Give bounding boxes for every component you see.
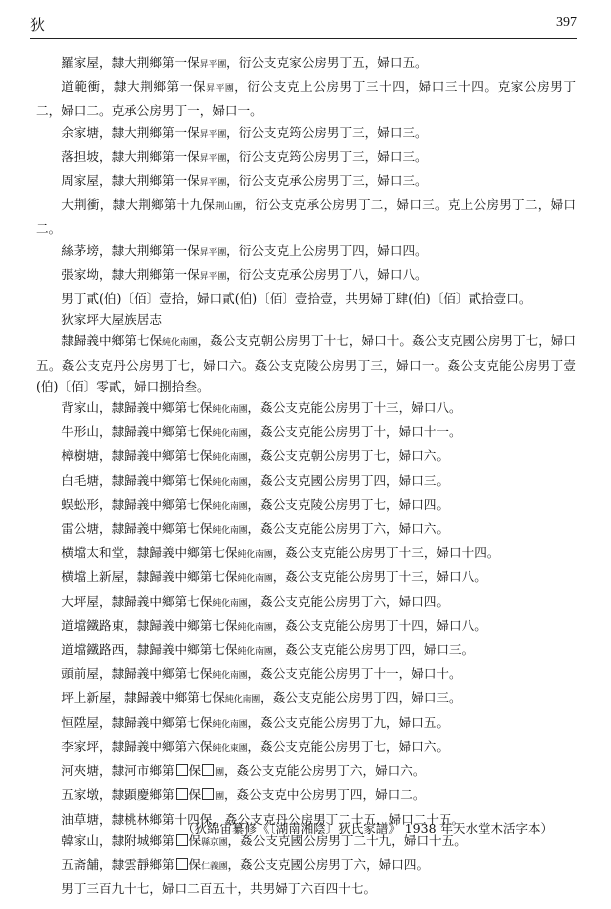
entry-text: 道範衝，隸大荆鄉第一保 <box>61 79 207 95</box>
missing-character-box <box>202 764 214 776</box>
entry-paragraph <box>36 736 576 760</box>
district-annotation: 昇平團 <box>199 178 227 189</box>
entry-text: 韓家山，隸附城鄉第 <box>61 832 175 848</box>
district-annotation: 純化南團 <box>212 671 248 682</box>
entry-text: 保 <box>188 832 202 848</box>
district-annotation: 團 <box>215 768 224 779</box>
entry-text: ，姦公支克能公房男丁十一，婦口十。 <box>247 666 462 682</box>
page-header <box>30 14 577 39</box>
entry-text: ，姦公支克能公房男丁九，婦口五。 <box>247 714 450 730</box>
district-annotation: 團 <box>215 792 224 803</box>
entry-text: 横壋上新屋，隸歸義中鄉第七保 <box>61 569 238 585</box>
entry-text: ，衍公支克承公房男丁三，婦口三。 <box>226 173 428 189</box>
entry-text: 余家塘，隸大荆鄉第一保 <box>61 124 200 140</box>
entry-text: 男丁貳(伯)〔佰〕壹拾，婦口貳(伯)〔佰〕壹拾壹，共男婦丁肆(伯)〔佰〕貳拾壹口。 <box>61 291 532 307</box>
entry-text: 絲茅塝，隸大荆鄉第一保 <box>61 242 200 258</box>
district-annotation: 純化南團 <box>237 622 273 633</box>
district-annotation: 純化南團 <box>212 477 248 488</box>
entry-text: ，姦公支克能公房男丁十三，婦口八。 <box>247 400 462 416</box>
entry-text: ，衍公支克上公房男丁三十四，婦口三十四。克家公房男丁二，婦口二。克承公房男丁一，婦口一。 <box>36 79 577 119</box>
entry-text: ，姦公支克朝公房男丁十七，婦口十。姦公支克國公房男丁七，婦口五。姦公支克丹公房男丁七，婦口六。姦公支克陵公房男丁三，婦口一。姦公支克能公房男丁壹(伯)〔佰〕零貳，婦口捌拾叁。 <box>36 333 577 394</box>
entry-text: 雷公塘，隸歸義中鄉第七保 <box>61 521 213 537</box>
entry-text: ，姦公支克能公房男丁十三，婦口十四。 <box>272 545 500 561</box>
entry-paragraph <box>36 760 576 784</box>
missing-character-box <box>176 788 188 800</box>
entry-text: ，衍公支克承公房男丁二，婦口三。克上公房男丁二，婦口二。 <box>36 197 576 237</box>
entry-paragraph <box>36 639 576 663</box>
entry-paragraph <box>36 146 576 170</box>
entry-paragraph <box>36 663 576 687</box>
entry-text: 隸歸義中鄉第七保 <box>61 333 163 349</box>
entry-text: 樟樹塘，隸歸義中鄉第七保 <box>61 448 213 464</box>
entry-text: 羅家屋，隸大荆鄉第一保 <box>61 55 200 70</box>
entry-paragraph <box>36 122 576 146</box>
entry-text: ，衍公支克上公房男丁四，婦口四。 <box>226 242 428 258</box>
district-annotation: 昇平團 <box>199 271 227 282</box>
entry-paragraph <box>36 518 576 542</box>
entry-paragraph <box>36 240 576 264</box>
entry-paragraph <box>36 170 576 194</box>
entry-text: 保 <box>188 763 202 779</box>
district-annotation: 昇平團 <box>199 153 227 164</box>
entry-text: 横壋太和堂，隸歸義中鄉第七保 <box>61 545 238 561</box>
entry-paragraph <box>36 566 576 590</box>
entry-text: ，衍公支克筠公房男丁三，婦口三。 <box>226 148 428 164</box>
entry-paragraph <box>36 878 576 899</box>
entry-paragraph <box>36 542 576 566</box>
entry-text: ，姦公支克中公房男丁四，婦口二。 <box>223 787 426 803</box>
entry-text: ，姦公支克朝公房男丁七，婦口六。 <box>247 448 450 464</box>
entry-text: 頭前屋，隸歸義中鄉第七保 <box>61 666 213 682</box>
entry-paragraph <box>36 854 576 878</box>
entry-text: 五斋舗，隸雲靜鄉第 <box>61 856 175 872</box>
entry-paragraph <box>36 494 576 518</box>
district-annotation: 昇平團 <box>206 84 235 95</box>
entry-text: ，姦公支克能公房男丁六，婦口六。 <box>247 521 450 537</box>
missing-character-box <box>176 764 188 776</box>
entry-text: 道壋鐵路西，隸歸義中鄉第七保 <box>61 642 238 658</box>
district-annotation: 純化南團 <box>237 647 273 658</box>
entry-text: 大坪屋，隸歸義中鄉第七保 <box>61 593 213 609</box>
entry-text: ，姦公支克國公房男丁四，婦口三。 <box>247 472 450 488</box>
entry-text: ，姦公支克能公房男丁十三，婦口八。 <box>272 569 487 585</box>
entry-text: 牛形山，隸歸義中鄉第七保 <box>61 424 213 440</box>
entry-text: ，姦公支克能公房男丁六，婦口四。 <box>247 593 450 609</box>
entry-text: 周家屋，隸大荆鄉第一保 <box>61 173 200 189</box>
entry-text: ，姦公支克能公房男丁十，婦口十一。 <box>247 424 462 440</box>
district-annotation: 純化南團 <box>212 719 248 730</box>
district-annotation: 昇平團 <box>199 247 227 258</box>
body-text <box>36 52 576 899</box>
entry-paragraph <box>36 264 576 288</box>
entry-text: 男丁三百九十七，婦口二百五十，共男婦丁六百四十七。 <box>61 881 377 897</box>
district-annotation: 純化南團 <box>212 453 248 464</box>
entry-text: ，衍公支克承公房男丁八，婦口八。 <box>226 266 428 282</box>
district-annotation: 純化南團 <box>212 501 248 512</box>
entry-text: 落担坡，隸大荆鄉第一保 <box>61 148 200 164</box>
entry-paragraph <box>36 421 576 445</box>
entry-paragraph <box>36 397 576 421</box>
entry-paragraph <box>36 784 576 808</box>
entry-text: 坪上新屋，隸歸義中鄉第七保 <box>61 690 225 706</box>
entry-paragraph <box>36 615 576 639</box>
entry-paragraph <box>36 712 576 736</box>
entry-text: 道壋鐵路東，隸歸義中鄉第七保 <box>61 617 238 633</box>
district-annotation: 純化南團 <box>162 338 198 349</box>
district-annotation: 純化南團 <box>237 574 273 585</box>
entry-paragraph <box>36 309 576 330</box>
source-caption: （狄綿宙纂修《〔湖南湘陰〕狄氏家譜》 1938 年天水堂木活字本） <box>181 821 553 836</box>
district-annotation: 純化南團 <box>212 598 248 609</box>
entry-text: 白毛塘，隸歸義中鄉第七保 <box>61 472 213 488</box>
entry-text: 五家墩，隸顕慶鄉第 <box>61 787 175 803</box>
district-annotation: 純化南團 <box>212 526 248 537</box>
entry-paragraph <box>36 52 576 76</box>
district-annotation: 純化東團 <box>212 743 248 754</box>
missing-character-box <box>202 788 214 800</box>
entry-text: ，姦公支克陵公房男丁七，婦口四。 <box>247 496 450 512</box>
entry-text: 背家山，隸歸義中鄉第七保 <box>61 400 213 416</box>
entry-text: ，衍公支克家公房男丁五，婦口五。 <box>226 55 428 70</box>
entry-text: ，姦公支克能公房男丁七，婦口六。 <box>247 738 450 754</box>
district-annotation: 純化南團 <box>224 695 261 706</box>
missing-character-box <box>176 858 188 870</box>
district-annotation: 純化南團 <box>212 429 248 440</box>
entry-paragraph <box>36 288 576 309</box>
entry-paragraph <box>36 194 576 239</box>
entry-text: ，衍公支克筠公房男丁三，婦口三。 <box>226 124 428 140</box>
entry-text: ，姦公支克能公房男丁十四，婦口八。 <box>272 617 487 633</box>
entry-text: 張家坳，隸大荆鄉第一保 <box>61 266 200 282</box>
entry-text: 大荆衝，隸大荆鄉第十九保 <box>61 197 216 213</box>
entry-text: 油草塘，隸桃林鄉第十四保，姦公支克丹公房男丁二十五，婦口二十五。 <box>61 811 465 827</box>
entry-text: ，姦公支克能公房男丁六，婦口六。 <box>223 763 426 779</box>
district-annotation: 仁義團 <box>201 861 228 872</box>
entry-paragraph <box>36 76 576 121</box>
entry-text: 保 <box>188 787 202 803</box>
entry-text: 河夾塘，隸河市鄉第 <box>61 763 175 779</box>
entry-paragraph <box>36 591 576 615</box>
district-annotation: 縣京團 <box>201 837 228 848</box>
entry-text: ，姦公支克國公房男丁二十九，婦口十五。 <box>227 832 467 848</box>
district-annotation: 荆山團 <box>215 202 243 213</box>
district-annotation: 純化南團 <box>237 550 273 561</box>
entry-text: 保 <box>188 856 202 872</box>
page-number: 397 <box>556 15 577 30</box>
running-head-title: 狄 <box>30 16 46 34</box>
district-annotation: 純化南團 <box>212 405 248 416</box>
entry-text: ，姦公支克國公房男丁六，婦口四。 <box>227 856 430 872</box>
entry-text: 恒陞屋，隸歸義中鄉第七保 <box>61 714 213 730</box>
district-annotation: 昇平團 <box>199 60 227 70</box>
entry-paragraph <box>36 330 576 397</box>
district-annotation: 昇平團 <box>199 129 227 140</box>
entry-paragraph <box>36 445 576 469</box>
entry-text: ，姦公支克能公房男丁四，婦口三。 <box>260 690 462 706</box>
entry-text: 李家坪，隸歸義中鄉第六保 <box>61 738 213 754</box>
entry-text: ，姦公支克能公房男丁四，婦口三。 <box>272 642 475 658</box>
entry-text: 蜈蚣形，隸歸義中鄉第七保 <box>61 496 213 512</box>
entry-paragraph <box>36 470 576 494</box>
entry-text: 狄家坪大屋族居志 <box>61 312 162 328</box>
entry-paragraph <box>36 687 576 711</box>
